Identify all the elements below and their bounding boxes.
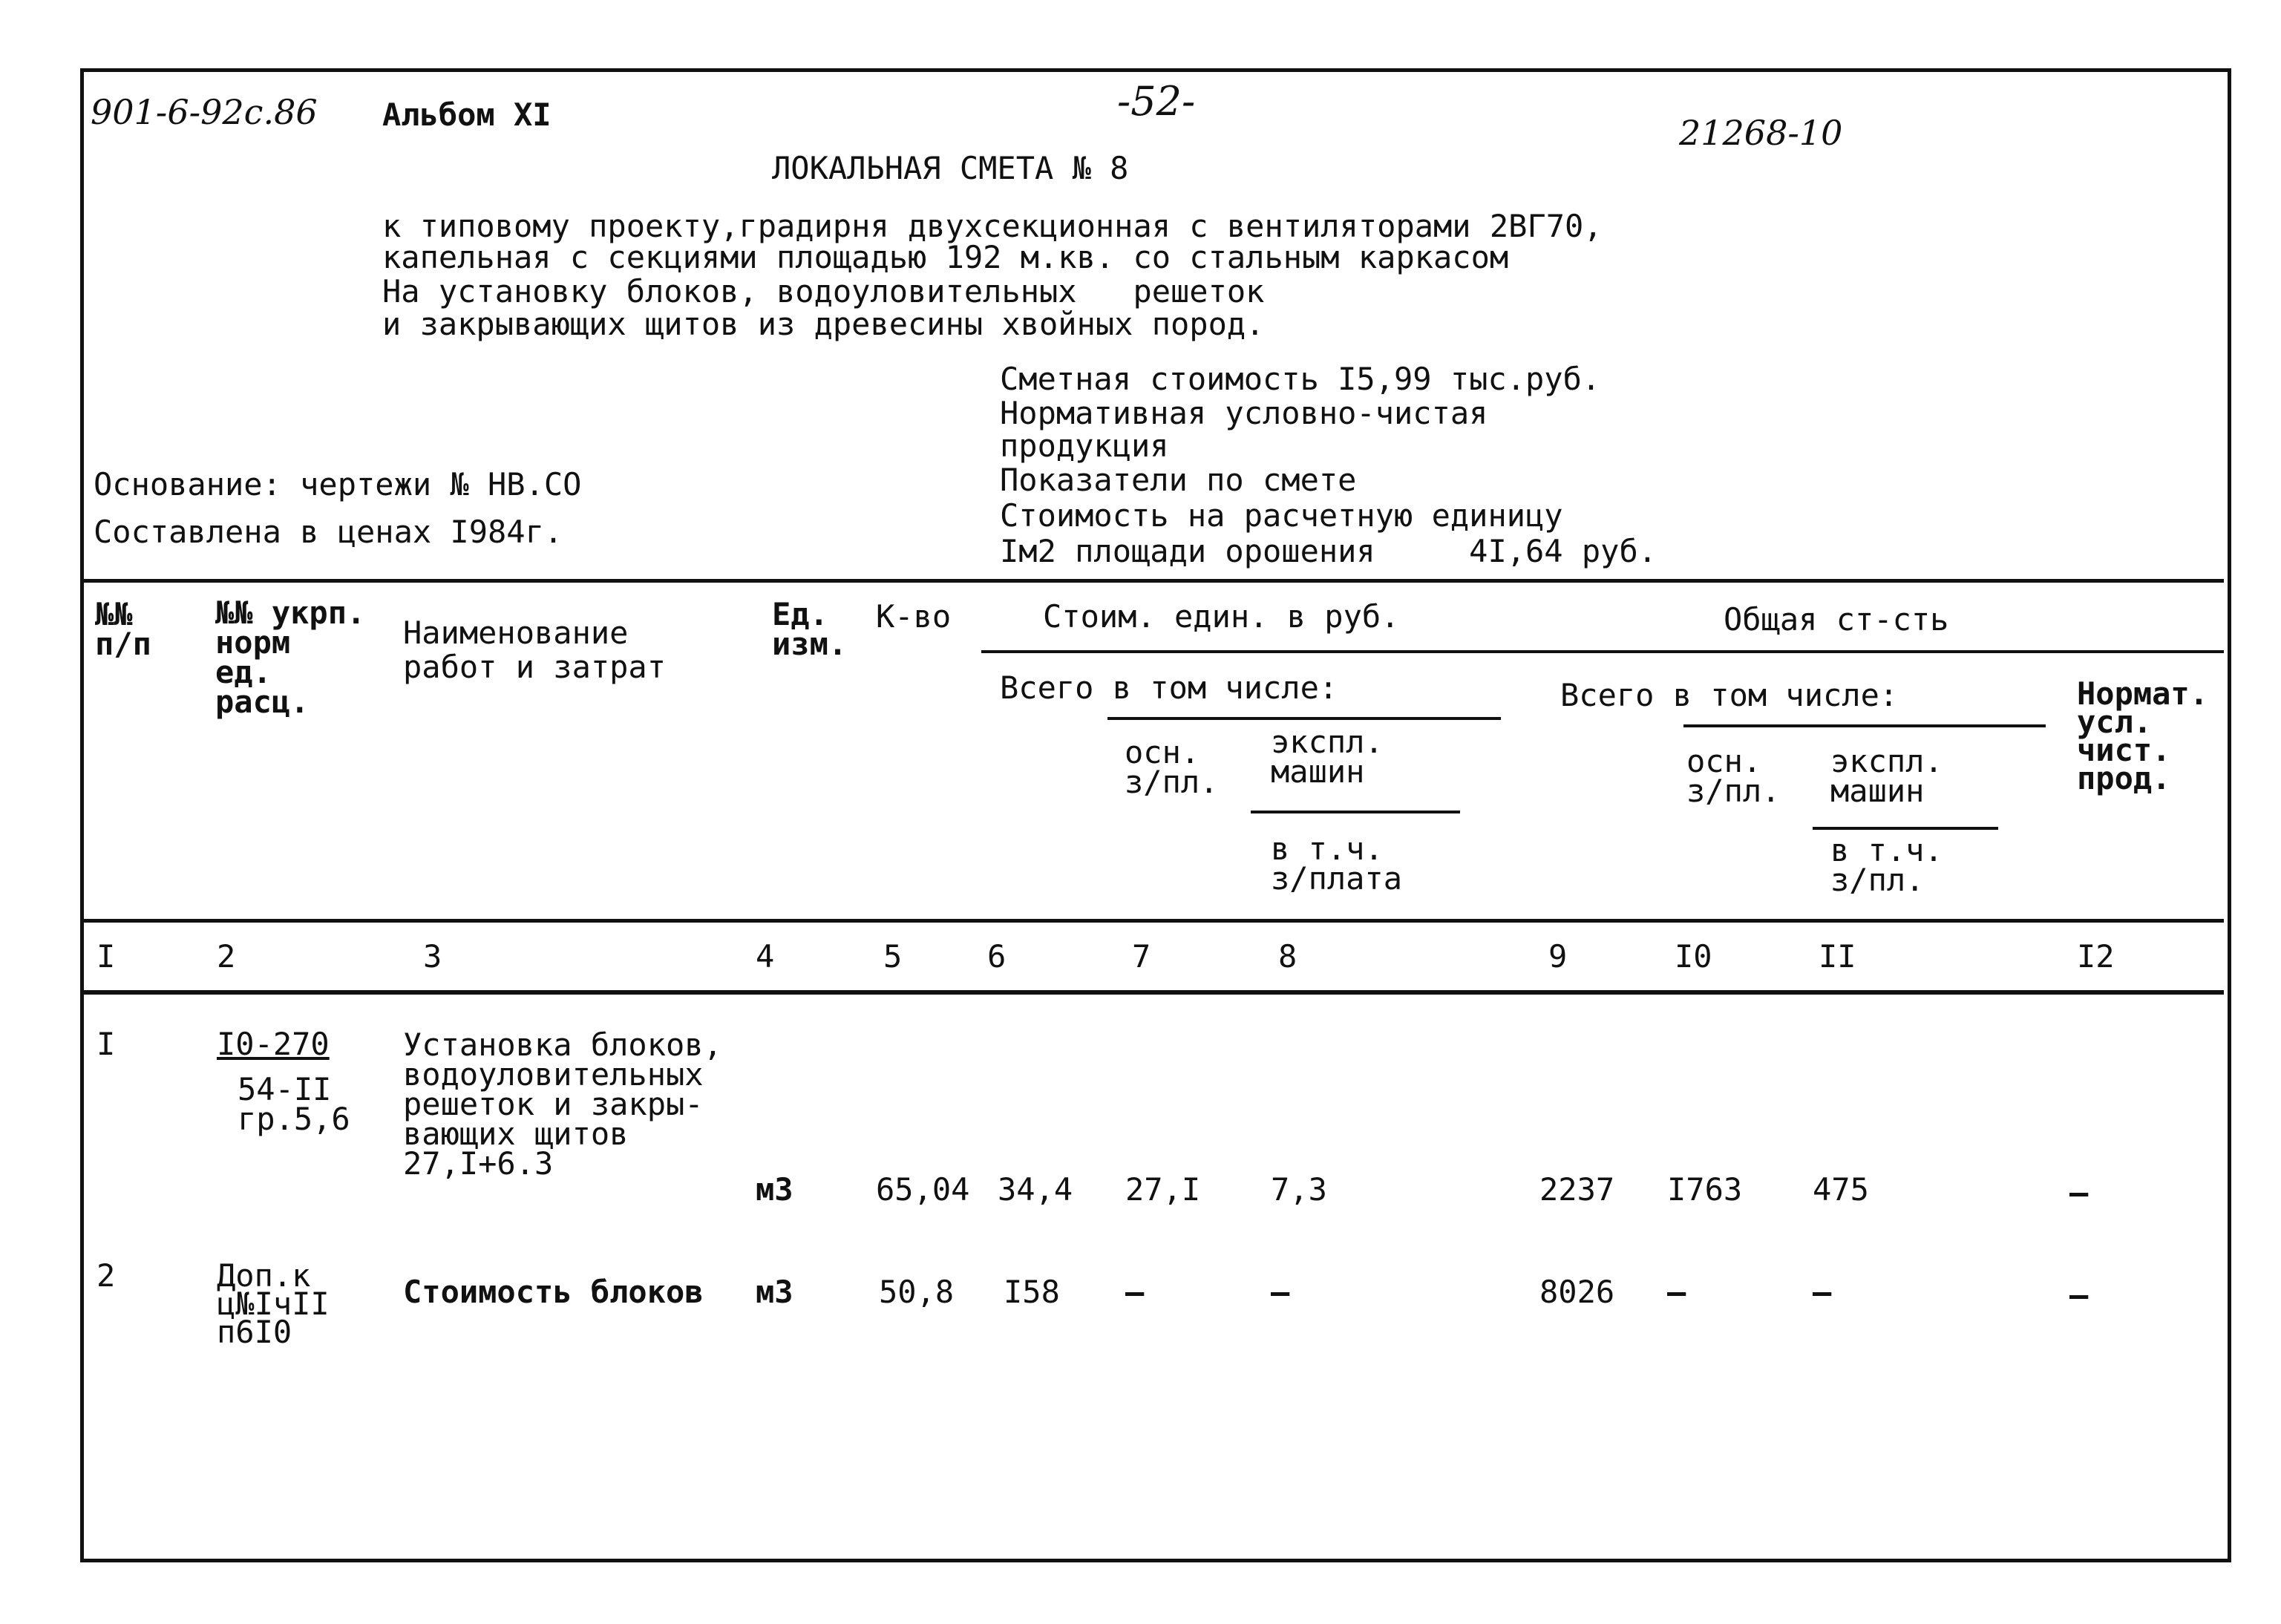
document-number: 21268-10 [1679,113,1843,153]
row-unit-machine: – [1271,1274,1290,1310]
unit-cost-value: Iм2 площади орошения 4I,64 руб. [1000,533,1657,569]
description-line-1: к типовому проекту,градирня двухсекционная с вентиляторами 2ВГ70, [382,208,1603,244]
col-number-1: I [96,938,116,975]
row-total-wage: – [1667,1274,1686,1310]
col11-header: экспл. машин [1830,743,1943,809]
row-unit-machine: 7,3 [1271,1171,1327,1208]
col8-header: экспл. машин [1271,724,1384,790]
estimate-cost: Сметная стоимость I5,99 тыс.руб. [1000,361,1601,397]
unit-cost-group-header: Стоим. един. в руб. [1043,598,1400,635]
col10-header: осн. з/пл. [1686,743,1781,809]
total-cost-group-header: Общая ст-сть [1724,601,1949,638]
row-code-sub: 54-II гр.5,6 [238,1071,350,1137]
col5-header: К-во [876,598,952,635]
col-number-12: I2 [2077,938,2115,975]
header-bottom-rule [84,919,2224,923]
col7-header: осн. з/пл. [1125,734,1219,800]
basis-text: Основание: чертежи № НВ.СО [94,466,582,502]
description-line-2: капельная с секциями площадью 192 м.кв. со стальным каркасом [382,239,1509,275]
row-total-machine: 475 [1813,1171,1869,1208]
total-incl-rule [1683,724,2046,727]
row-number: I [96,1026,116,1062]
normative-product-line-2: продукция [1000,428,1169,464]
row-code-main: I0-270 [217,1026,330,1062]
col12-header: Нормат. усл. чист. прод. [2077,675,2209,796]
col1-header: №№ п/п [95,596,151,662]
row-norm-product: – [2069,1174,2089,1211]
description-line-3: На установку блоков, водоуловительных решеток [382,273,1265,310]
indicators-label: Показатели по смете [1000,462,1357,498]
row-norm-product: – [2069,1277,2089,1313]
total-all-incl-header: Всего в том числе: [1560,677,1899,713]
row-name: Стоимость блоков [403,1274,704,1310]
group-rule [981,650,2224,653]
table-top-rule [84,579,2224,583]
row-unit-wage: – [1125,1274,1145,1310]
row-total-wage: I763 [1667,1171,1743,1208]
row-code: Доп.к ц№IчII п6I0 [217,1257,330,1350]
row-unit: м3 [756,1274,793,1310]
unit-cost-label: Стоимость на расчетную единицу [1000,497,1563,534]
col4-header: Ед. изм. [772,596,848,662]
row-quantity: 65,04 [876,1171,970,1208]
drawing-code: 901-6-92с.86 [91,92,318,132]
numbers-bottom-rule [84,990,2224,995]
col-number-9: 9 [1548,938,1568,975]
row-unit: м3 [756,1171,793,1208]
unit-incl-rule [1107,717,1501,720]
row-total: 2237 [1539,1171,1615,1208]
row-quantity: 50,8 [879,1274,955,1310]
col-number-8: 8 [1278,938,1297,975]
col-number-5: 5 [883,938,903,975]
col3-header: Наименование работ и затрат [403,615,667,685]
row-unit-total: 34,4 [998,1171,1073,1208]
col8-sub-header: в т.ч. з/плата [1271,831,1403,897]
total-machine-rule [1813,827,1998,830]
col-number-10: I0 [1675,938,1712,975]
normative-product-line-1: Нормативная условно-чистая [1000,395,1488,431]
unit-all-incl-header: Всего в том числе: [1000,669,1338,706]
unit-machine-rule [1251,811,1460,813]
col11-sub-header: в т.ч. з/пл. [1830,832,1943,898]
row-total: 8026 [1539,1274,1615,1310]
prices-text: Составлена в ценах I984г. [94,514,563,550]
row-unit-total: I58 [1004,1274,1060,1310]
description-line-4: и закрывающих щитов из древесины хвойных пород. [382,306,1265,342]
col-number-4: 4 [756,938,775,975]
row-number: 2 [96,1257,116,1294]
row-total-machine: – [1813,1274,1832,1310]
album-label: Альбом XI [382,96,552,133]
page-number: -52- [1117,78,1196,125]
row-name: Установка блоков, водоуловительных решеток и закры- вающих щитов 27,I+6.3 [403,1027,722,1182]
col-number-2: 2 [217,938,236,975]
col-number-3: 3 [423,938,442,975]
col2-header: №№ укрп. норм ед. расц. [215,595,366,720]
col-number-11: II [1819,938,1856,975]
row-unit-wage: 27,I [1125,1171,1201,1208]
col-number-7: 7 [1132,938,1151,975]
col-number-6: 6 [987,938,1007,975]
page-title: ЛОКАЛЬНАЯ СМЕТА № 8 [772,150,1129,186]
